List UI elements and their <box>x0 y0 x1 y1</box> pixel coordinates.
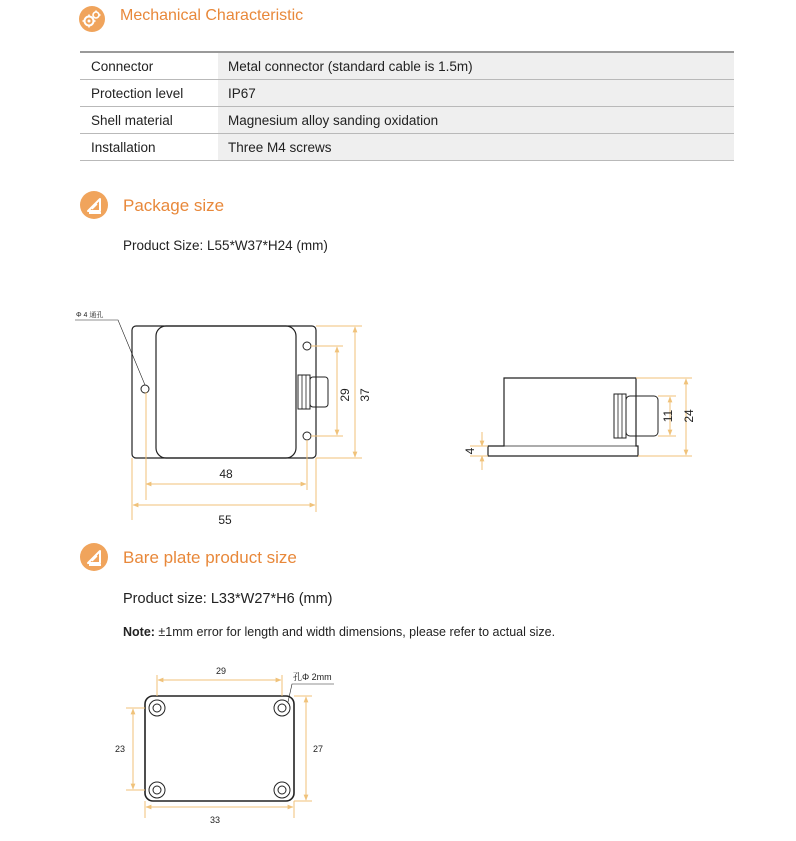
bare-product-size: Product size: L33*W27*H6 (mm) <box>123 591 333 607</box>
dim-27: 27 <box>312 744 324 754</box>
board-outline <box>145 696 294 801</box>
hole-label-bare: 孔Φ 2mm <box>293 672 332 682</box>
section-title-package: Package size <box>123 196 225 215</box>
note-text: ±1mm error for length and width dimensions, please refer to actual size. <box>154 625 556 639</box>
hole-label: Φ 4 通孔 <box>76 312 104 319</box>
note-label: Note: <box>123 625 155 639</box>
dim-48: 48 <box>219 467 233 481</box>
spec-value: Metal connector (standard cable is 1.5m) <box>218 52 734 80</box>
dim-11: 11 <box>661 409 675 423</box>
spec-value: Three M4 screws <box>218 134 734 161</box>
mount-hole <box>141 385 149 393</box>
lid-outline <box>156 326 296 458</box>
dim-55: 55 <box>218 513 232 527</box>
package-dimension-drawing <box>0 300 796 540</box>
dim-29-bare: 29 <box>215 666 227 676</box>
bare-plate-dimension-drawing <box>0 655 796 841</box>
section-title-mechanical: Mechanical Characteristic <box>120 7 304 24</box>
note <box>123 625 555 639</box>
mount-hole <box>303 432 311 440</box>
dim-33: 33 <box>209 815 221 825</box>
spec-table <box>80 51 734 161</box>
dim-24: 24 <box>682 409 696 423</box>
dim-4: 4 <box>463 447 477 455</box>
package-product-size: Product Size: L55*W37*H24 (mm) <box>123 238 328 253</box>
gears-icon <box>79 6 105 32</box>
mount-hole <box>303 342 311 350</box>
spec-key: Installation <box>80 134 218 161</box>
housing-outline <box>132 326 316 458</box>
spec-key: Shell material <box>80 107 218 134</box>
spec-key: Protection level <box>80 80 218 107</box>
table-row <box>80 52 734 80</box>
connector-outline <box>298 375 310 409</box>
table-row <box>80 107 734 134</box>
table-row <box>80 134 734 161</box>
table-row <box>80 80 734 107</box>
spec-value: IP67 <box>218 80 734 107</box>
spec-key: Connector <box>80 52 218 80</box>
side-view-outline <box>488 378 638 456</box>
ruler-triangle-icon <box>80 191 108 219</box>
ruler-triangle-icon <box>80 543 108 571</box>
dim-23: 23 <box>114 744 126 754</box>
section-title-bare: Bare plate product size <box>123 548 297 567</box>
spec-value: Magnesium alloy sanding oxidation <box>218 107 734 134</box>
dim-37: 37 <box>358 388 372 402</box>
dim-29: 29 <box>338 388 352 402</box>
